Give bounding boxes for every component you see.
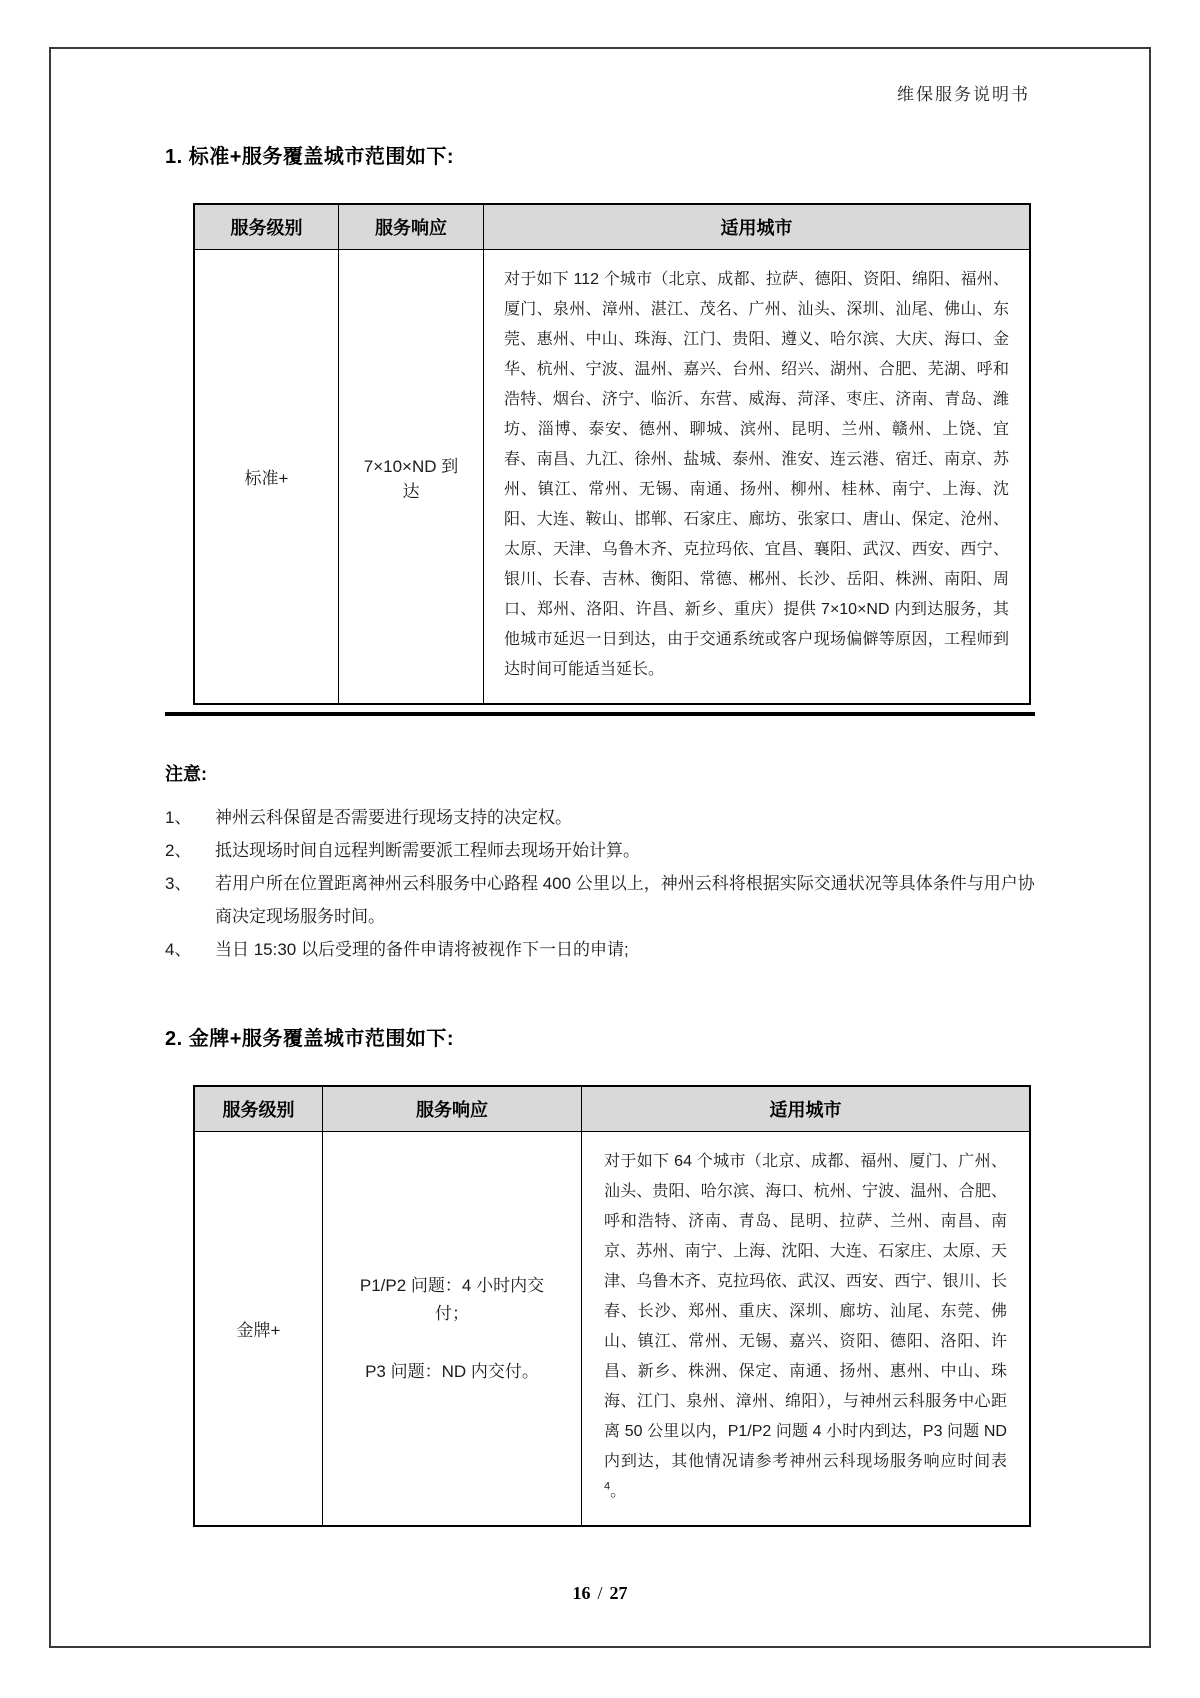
- page-footer: [0, 1583, 1200, 1604]
- service-response-text: [351, 1272, 553, 1386]
- footnote-reference-4: 4: [604, 1480, 611, 1493]
- note-text: 若用户所在位置距离神州云科服务中心路程 400 公里以上，神州云科将根据实际交通状况等具体条件与用户协商决定现场服务时间。: [215, 874, 1035, 926]
- document-header-title: 维保服务说明书: [897, 85, 1030, 104]
- table2-col-header-service-response: 服务响应: [323, 1087, 582, 1131]
- table2-header-row: [195, 1087, 1029, 1132]
- section1-title: 1. 标准+服务覆盖城市范围如下:: [165, 146, 455, 168]
- note-number: 1、: [165, 808, 192, 827]
- note-text: 抵达现场时间自远程判断需要派工程师去现场开始计算。: [215, 841, 640, 860]
- standard-plus-coverage-table: [193, 203, 1031, 705]
- table2-col-header-applicable-cities: 适用城市: [769, 1100, 842, 1120]
- note-item-1: [165, 801, 1037, 834]
- note-text: 当日 15:30 以后受理的备件申请将被视作下一日的申请;: [215, 940, 629, 959]
- table2-col-header-service-level: 服务级别: [195, 1087, 323, 1131]
- section-divider-rule: [165, 712, 1035, 716]
- response-p3: P3 问题：ND 内交付。: [365, 1361, 539, 1381]
- page-number-separator: /: [597, 1583, 603, 1603]
- table1-cell-service-response: 7×10×ND 到达: [339, 250, 484, 703]
- table2-cell-applicable-cities: [582, 1132, 1029, 1525]
- page-number: 16: [572, 1583, 591, 1603]
- note-number: 2、: [165, 841, 192, 860]
- notes-list: [165, 801, 1037, 966]
- cities-text: 对于如下 64 个城市（北京、成都、福州、厦门、广州、汕头、贵阳、哈尔滨、海口、杭州、宁波、温州、合肥、呼和浩特、济南、青岛、昆明、拉萨、兰州、南昌、南京、苏州、南宁、上海、沈阳、大连、石家庄、太原、天津、乌鲁木齐、克拉玛依、武汉、西安、西宁、银川、长春、长沙、郑州、重庆、深圳、廊坊、汕尾、东莞、佛山、镇江、常州、无锡、嘉兴、资阳、德阳、洛阳、许昌、新乡、株洲、保定、南通、扬州、惠州、中山、珠海、江门、泉州、漳州、绵阳），与神州云科服务中心距离 50 公里以内，P1/P2 问题 4 小时内到达，P3 问题 ND 内到达，其他情况请参考神州云科现场服务响应时间表: [604, 1153, 1007, 1470]
- note-item-4: [165, 933, 1037, 966]
- table2-data-row: [195, 1132, 1029, 1525]
- note-number: 4、: [165, 940, 192, 959]
- cities-text-end: 。: [610, 1483, 627, 1500]
- notes-heading: 注意:: [165, 764, 207, 784]
- table1-col-header-service-response: 服务响应: [339, 205, 484, 249]
- gold-plus-coverage-table: [193, 1085, 1031, 1527]
- table1-data-row: [195, 250, 1029, 703]
- note-item-3: [165, 867, 1037, 933]
- table1-cell-service-level: 标准+: [195, 250, 339, 703]
- table2-cell-service-level: 金牌+: [195, 1132, 323, 1525]
- table2-cell-service-response: [323, 1132, 582, 1525]
- table1-col-header-service-level: 服务级别: [195, 205, 339, 249]
- table1-cell-applicable-cities: 对于如下 112 个城市（北京、成都、拉萨、德阳、资阳、绵阳、福州、厦门、泉州、漳州、湛江、茂名、广州、汕头、深圳、汕尾、佛山、东莞、惠州、中山、珠海、江门、贵阳、遵义、哈尔滨、大庆、海口、金华、杭州、宁波、温州、嘉兴、台州、绍兴、湖州、合肥、芜湖、呼和浩特、烟台、济宁、临沂、东营、威海、菏泽、枣庄、济南、青岛、潍坊、淄博、泰安、德州、聊城、滨州、昆明、兰州、赣州、上饶、宜春、南昌、九江、徐州、盐城、泰州、淮安、连云港、宿迁、南京、苏州、镇江、常州、无锡、南通、扬州、柳州、桂林、南宁、上海、沈阳、大连、鞍山、邯郸、石家庄、廊坊、张家口、唐山、保定、沧州、太原、天津、乌鲁木齐、克拉玛依、宜昌、襄阳、武汉、西安、西宁、银川、长春、吉林、衡阳、常德、郴州、长沙、岳阳、株洲、南阳、周口、郑州、洛阳、许昌、新乡、重庆）提供 7×10×ND 内到达服务，其他城市延迟一日到达，由于交通系统或客户现场偏僻等原因，工程师到达时间可能适当延长。: [504, 271, 1009, 678]
- table1-col-header-applicable-cities: 适用城市: [720, 218, 793, 238]
- note-item-2: [165, 834, 1037, 867]
- note-number: 3、: [165, 874, 192, 893]
- table1-header-row: [195, 205, 1029, 250]
- response-p1-p2: P1/P2 问题：4 小时内交付；: [359, 1275, 545, 1323]
- section2-title: 2. 金牌+服务覆盖城市范围如下:: [165, 1028, 455, 1050]
- note-text: 神州云科保留是否需要进行现场支持的决定权。: [215, 808, 572, 827]
- total-pages: 27: [609, 1583, 628, 1603]
